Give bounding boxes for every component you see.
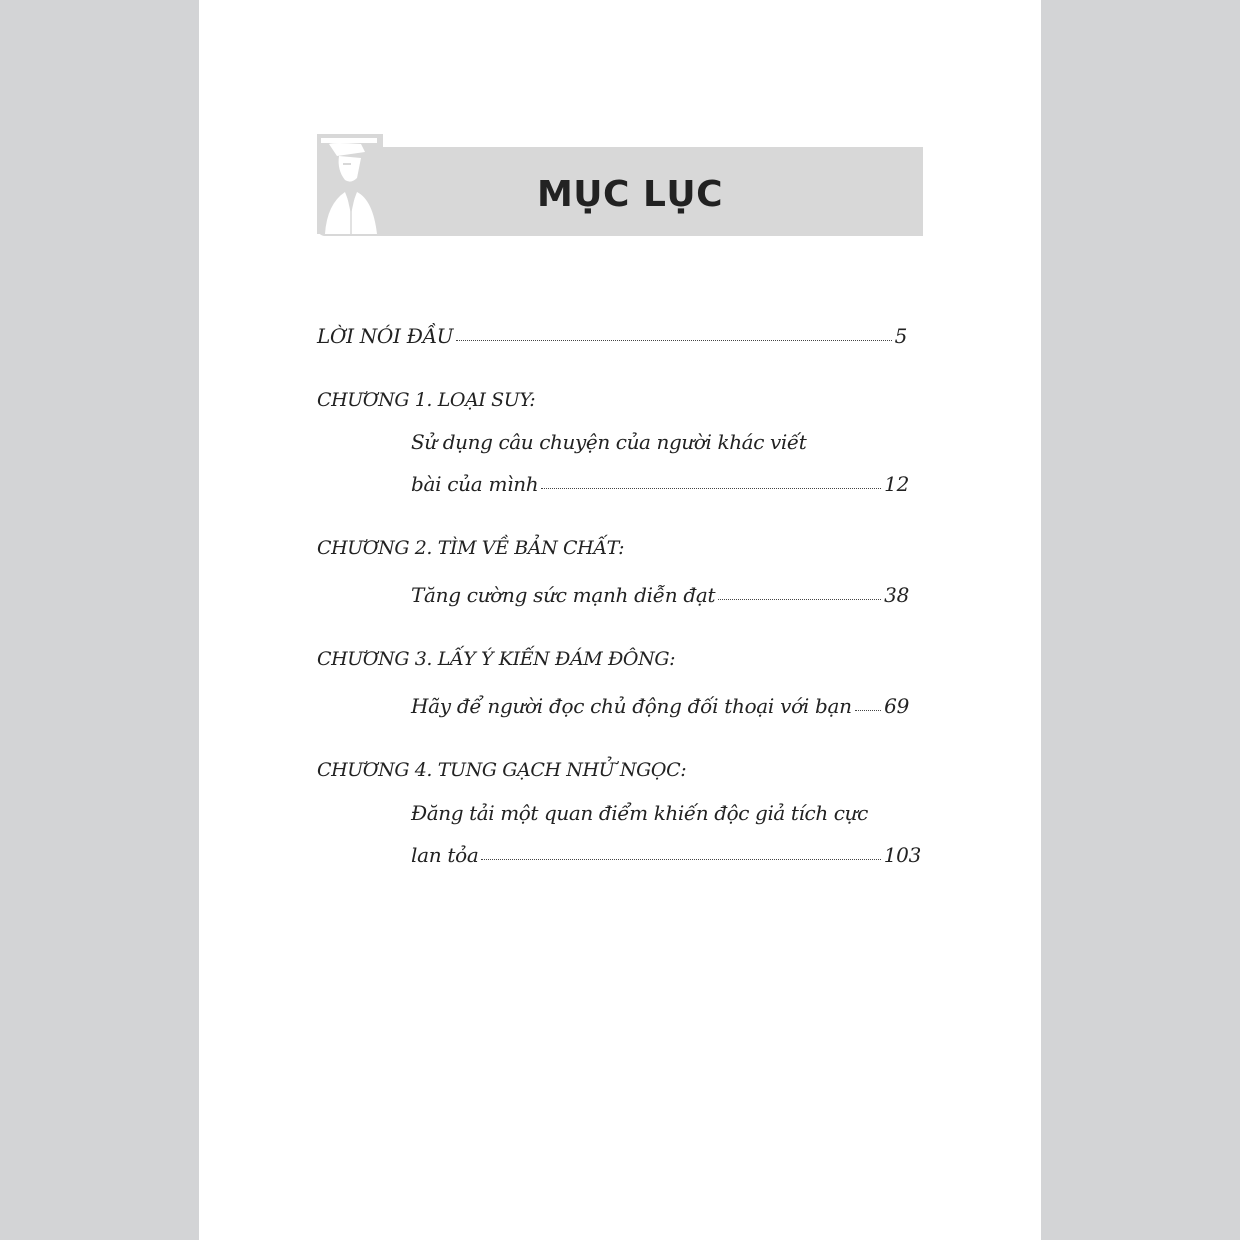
toc-entry-chapter-4[interactable] xyxy=(411,835,921,867)
chapter-heading-2: CHƯƠNG 2. TÌM VỀ BẢN CHẤT: xyxy=(317,537,625,559)
toc-page-number: 12 xyxy=(884,472,909,496)
toc-entry-preface[interactable] xyxy=(317,316,907,348)
dot-leader xyxy=(541,488,881,489)
toc-entry-label: bài của mình xyxy=(411,472,539,496)
chapter-heading-4: CHƯƠNG 4. TUNG GẠCH NHỬ NGỌC: xyxy=(317,759,687,781)
toc-entry-line[interactable]: Đăng tải một quan điểm khiến độc giả tích cực xyxy=(411,801,868,825)
toc-entry-chapter-2[interactable] xyxy=(411,575,909,607)
chapter-heading-1: CHƯƠNG 1. LOẠI SUY: xyxy=(317,389,536,411)
page-title: MỤC LỤC xyxy=(536,174,724,215)
toc-page-number: 38 xyxy=(884,583,909,607)
toc-entry-label: Tăng cường sức mạnh diễn đạt xyxy=(411,583,716,607)
chapter-heading-3: CHƯƠNG 3. LẤY Ý KIẾN ĐÁM ĐÔNG: xyxy=(317,648,676,670)
toc-page-number: 103 xyxy=(883,843,921,867)
dot-leader xyxy=(481,859,880,860)
dot-leader xyxy=(456,340,891,341)
toc-entry-chapter-1[interactable] xyxy=(411,464,909,496)
toc-entry-label: lan tỏa xyxy=(411,843,479,867)
table-of-contents xyxy=(199,0,1041,1240)
toc-entry-chapter-3[interactable] xyxy=(411,686,909,718)
toc-entry-label: Hãy để người đọc chủ động đối thoại với bạn xyxy=(411,694,852,718)
dot-leader xyxy=(855,710,881,711)
dot-leader xyxy=(718,599,881,600)
toc-page-number: 69 xyxy=(884,694,909,718)
toc-page-number: 5 xyxy=(894,324,907,348)
book-page xyxy=(199,0,1041,1240)
toc-entry-label: LỜI NÓI ĐẦU xyxy=(317,324,454,348)
toc-entry-line[interactable]: Sử dụng câu chuyện của người khác viết xyxy=(411,430,807,454)
